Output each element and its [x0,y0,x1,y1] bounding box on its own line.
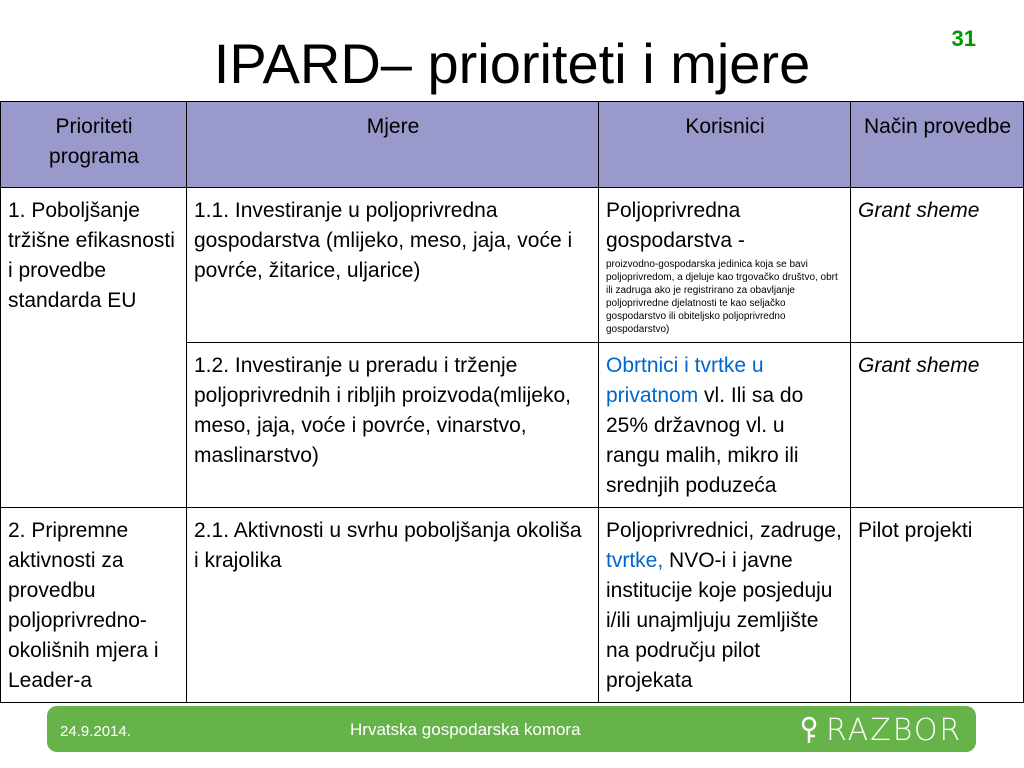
cell-nacin: Pilot projekti [851,508,1024,703]
table-row [1,508,1024,703]
cell-korisnici [599,188,851,343]
cell-prioritet: 2. Pripremne aktivnosti za provedbu poljoprivredno-okolišnih mjera i Leader-a [1,508,187,703]
korisnici-rest: vl. Ili sa do 25% državnog vl. u rangu malih, mikro ili srednjih poduzeća [606,384,804,497]
header-mjere: Mjere [187,102,599,188]
korisnici-highlight: Obrtnici i tvrtke u privatnom [606,354,764,407]
korisnici-part-b: NVO-i i javne institucije koje posjeduju i/ili unajmljuju zemljište na području pilot projekata [606,549,833,692]
razbor-logo-text: RAZBOR [826,712,963,748]
priorities-table [0,101,1024,703]
cell-prioritet: 1. Poboljšanje tržišne efikasnosti i provedbe standarda EU [1,188,187,508]
table-header-row [1,102,1024,188]
cell-mjera: 2.1. Aktivnosti u svrhu poboljšanja okoliša i krajolika [187,508,599,703]
table-row [1,188,1024,343]
korisnici-part-a: Poljoprivrednici, zadruge, [606,519,842,542]
cell-mjera: 1.2. Investiranje u preradu i trženje poljoprivrednih i ribljih proizvoda(mlijeko, meso, jaja, voće i povrće, vinarstvo, maslinarstvo) [187,343,599,508]
korisnici-highlight: tvrtke, [606,549,664,572]
footer-organization: Hrvatska gospodarska komora [350,720,581,739]
cell-nacin: Grant sheme [851,343,1024,508]
cell-mjera: 1.1. Investiranje u poljoprivredna gospodarstva (mlijeko, meso, jaja, voće i povrće, žitarice, uljarice) [187,188,599,343]
korisnici-main: Poljoprivredna gospodarstva - [606,199,745,252]
cell-korisnici [599,343,851,508]
slide-title: IPARD– prioriteti i mjere [213,32,811,95]
cell-korisnici [599,508,851,703]
slide-number: 31 [951,26,976,51]
header-korisnici: Korisnici [599,102,851,188]
korisnici-note: proizvodno-gospodarska jedinica koja se bavi poljoprivredom, a djeluje kao trgovačko društvo, obrt ili zadruga ako je registrirano za obavljanje poljoprivredne djelatnosti te kao seljačko gospodarstvo ili obiteljsko poljoprivredno gospodarstvo) [606,259,838,335]
cell-nacin: Grant sheme [851,188,1024,343]
razbor-logo [800,714,962,746]
header-prioriteti: Prioriteti programa [1,102,187,188]
footer-date: 24.9.2014. [60,723,131,740]
header-nacin-provedbe: Način provedbe [851,102,1024,188]
razbor-logo-icon [800,716,818,744]
